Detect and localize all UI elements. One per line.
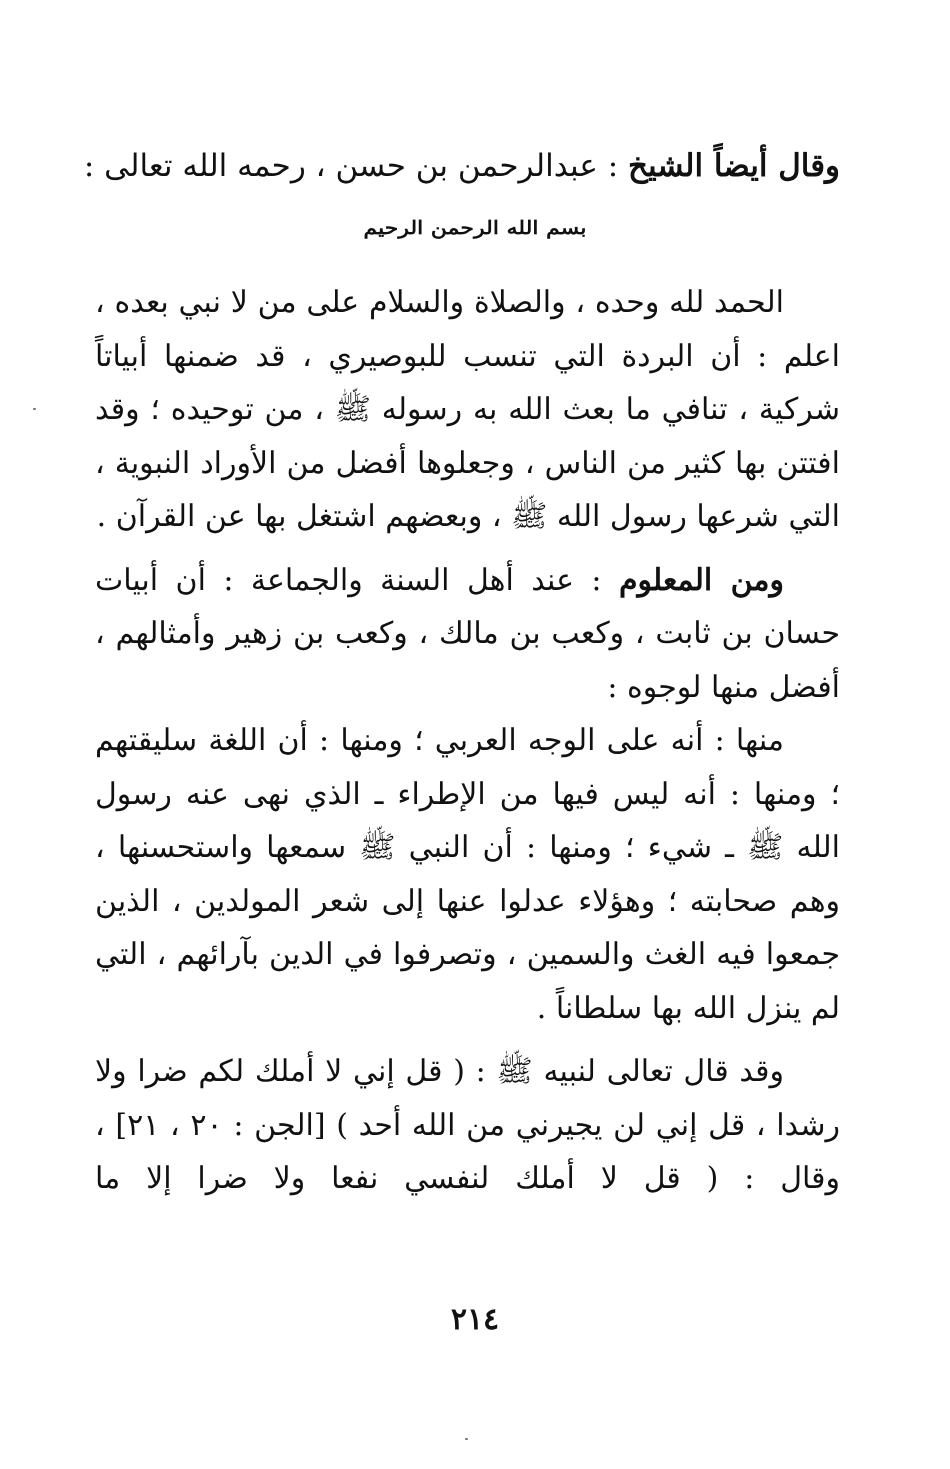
scan-speck — [33, 408, 36, 410]
paragraph-3: منها : أنه على الوجه العربي ؛ ومنها : أن اللغة سليقتهم ؛ ومنها : أنه ليس فيها من الإطراء ـ الذي نهى عنه رسول الله ﷺ ـ شيء ؛ ومنها : أن النبي ﷺ سمعها واستحسنها ، وهم صحابته ؛ وهؤلاء عدلوا عنها إلى شعر المولدين ، الذين جمعوا فيه الغث والسمين ، وتصرفوا في الدين بآرائهم ، التي لم ينزل الله بها سلطاناً . — [95, 723, 840, 1026]
section-heading — [83, 140, 840, 192]
paragraph-2-bold: ومن المعلوم — [618, 562, 784, 598]
page-number: ٢١٤ — [450, 1302, 500, 1337]
heading-rest: : عبدالرحمن بن حسن ، رحمه الله تعالى : — [83, 148, 628, 184]
paragraph-2-rest: : عند أهل السنة والجماعة : أن أبيات حسان بن ثابت ، وكعب بن مالك ، وكعب بن زهير وأمثالهم ، أفضل منها لوجوه : — [95, 562, 840, 705]
body-text — [95, 276, 840, 1206]
basmala: بسم الله الرحمن الرحيم — [363, 216, 587, 240]
scan-speck — [465, 1438, 468, 1440]
paragraph-2 — [95, 554, 840, 715]
paragraph-4: وقد قال تعالى لنبيه ﷺ : ( قل إني لا أملك لكم ضرا ولا رشدا ، قل إني لن يجيرني من الله أحد ) [الجن : ٢٠ ، ٢١] ، وقال : ( قل لا أملك لنفسي نفعا ولا ضرا إلا ما — [95, 1054, 840, 1196]
paragraph-1: الحمد لله وحده ، والصلاة والسلام على من لا نبي بعده ، اعلم : أن البردة التي تنسب للبوصيري ، قد ضمنها أبياتاً شركية ، تنافي ما بعث الله به رسوله ﷺ ، من توحيده ؛ وقد افتتن بها كثير من الناس ، وجعلوها أفضل من الأوراد النبوية ، التي شرعها رسول الله ﷺ ، وبعضهم اشتغل بها عن القرآن . — [95, 285, 840, 534]
heading-bold: وقال أيضاً الشيخ — [628, 148, 840, 184]
